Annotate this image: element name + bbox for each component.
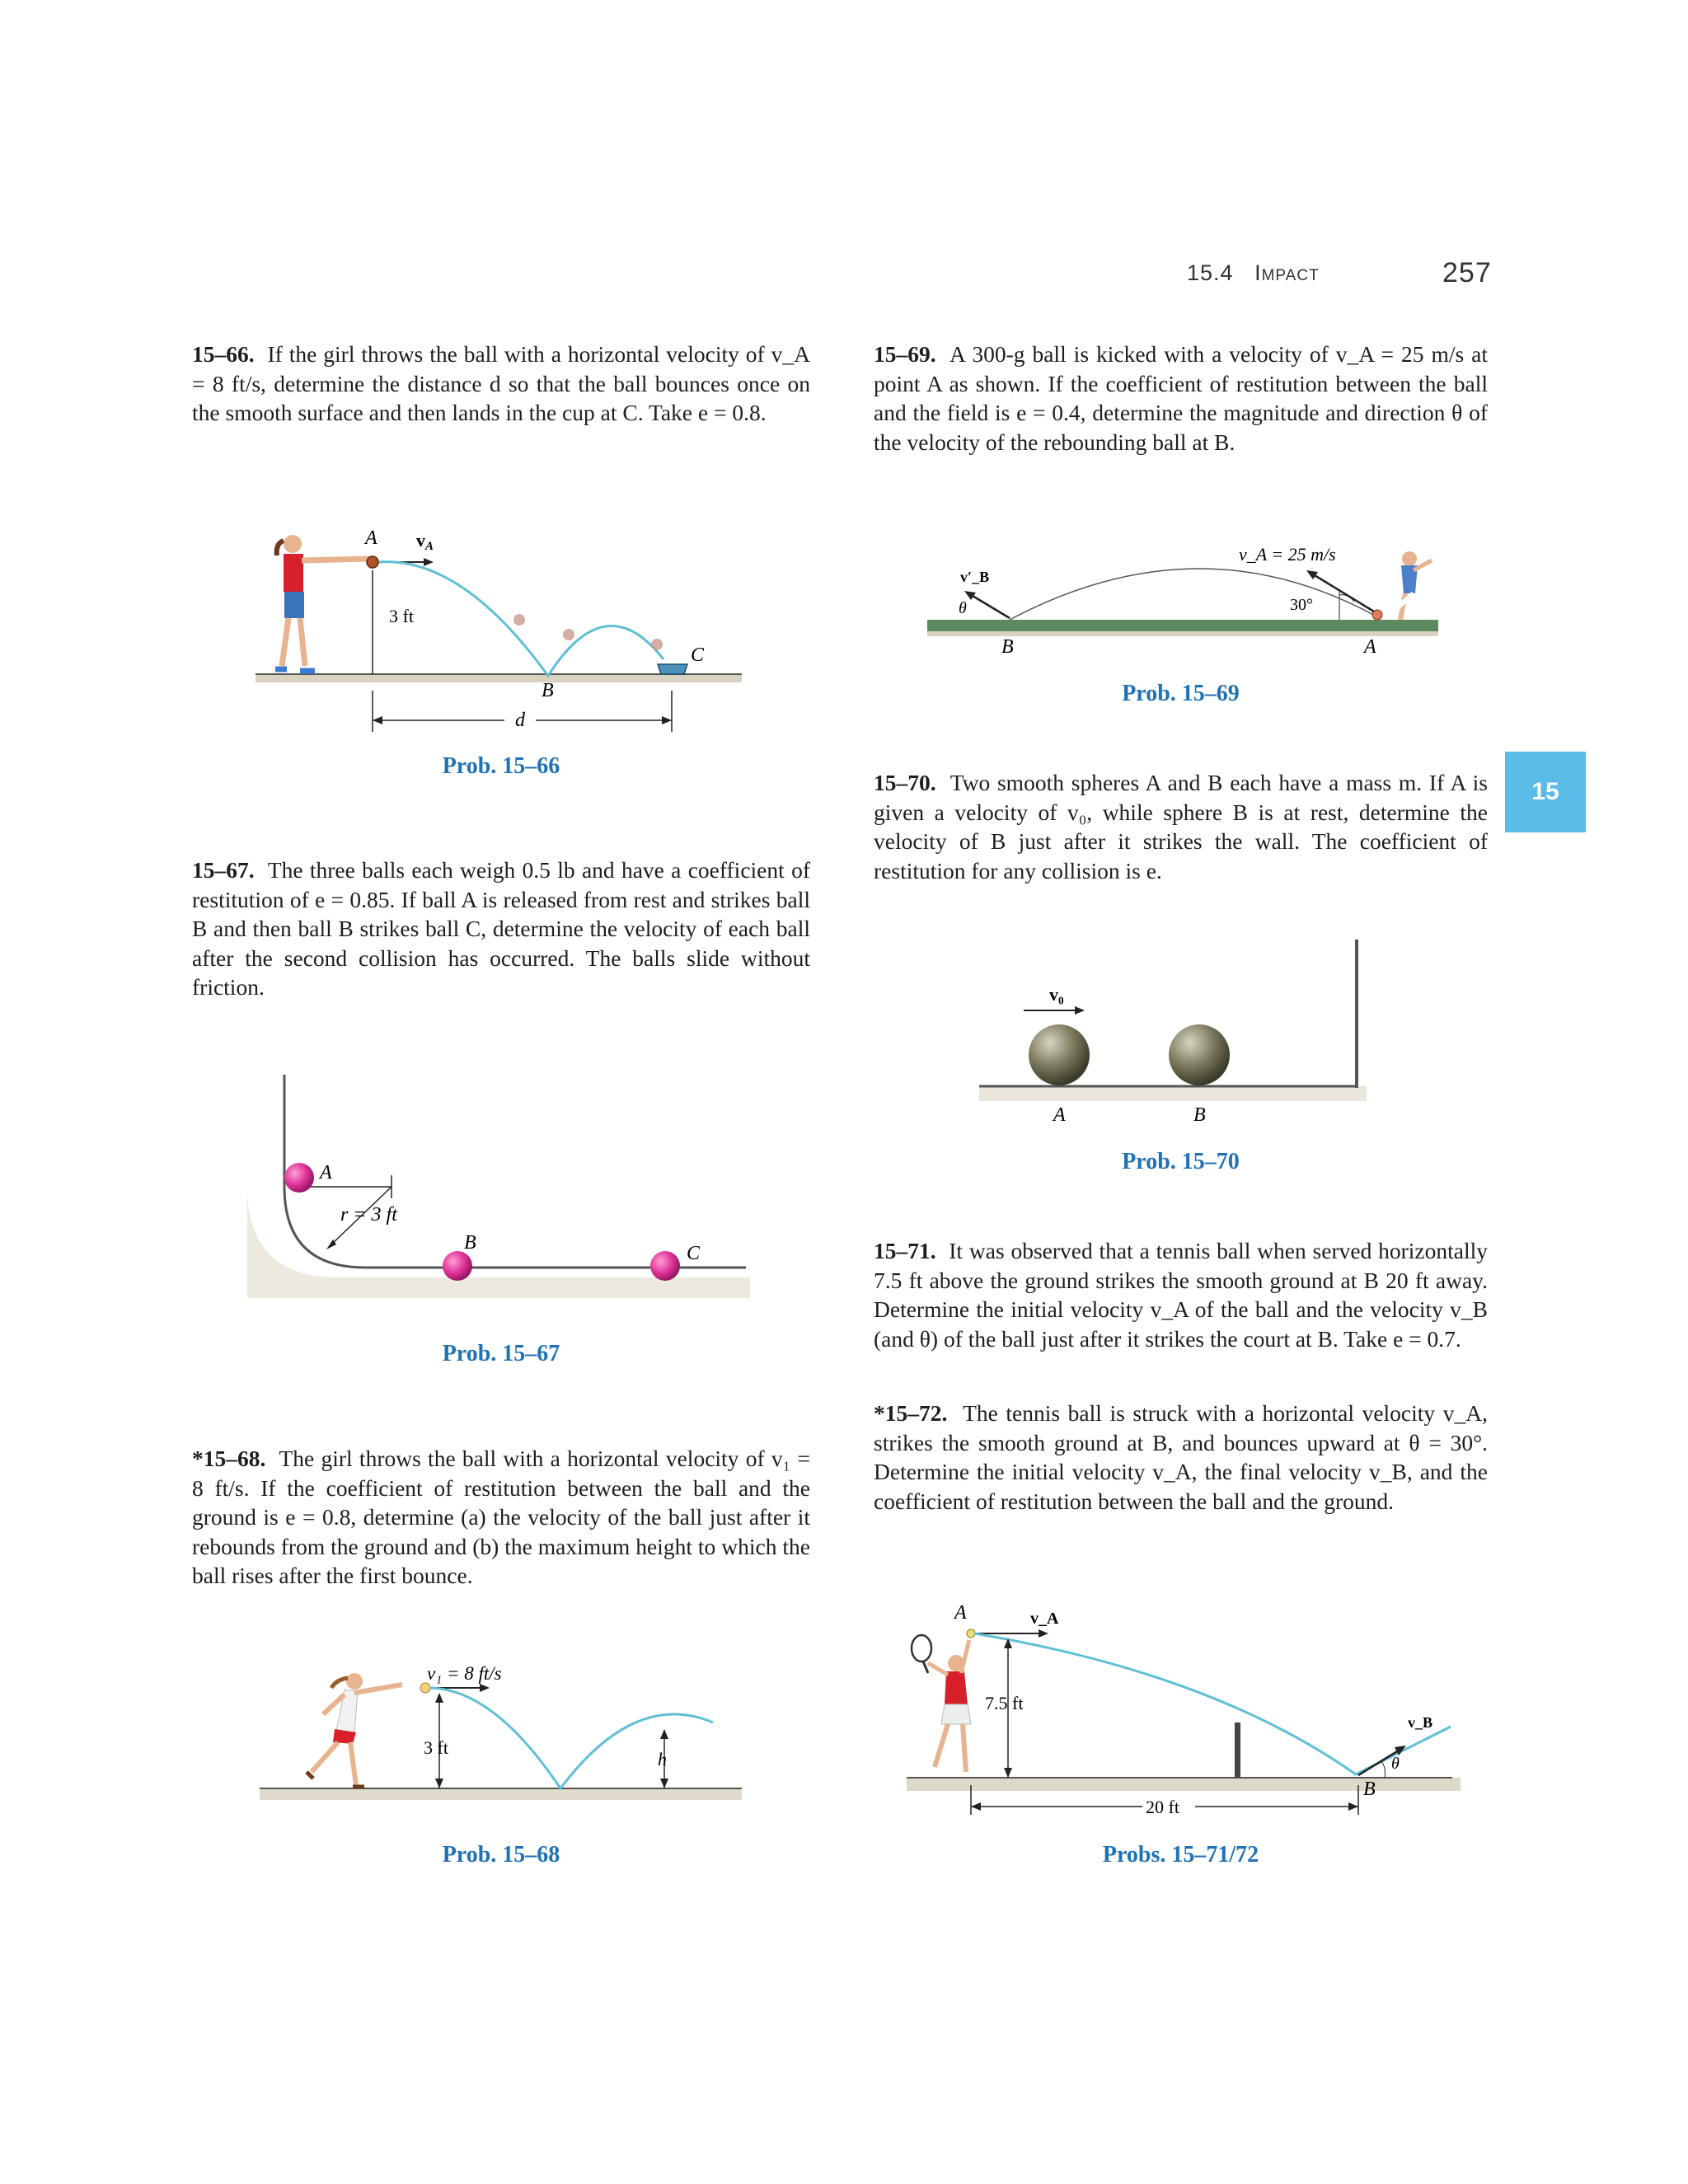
label-angle: 30° xyxy=(1290,596,1313,614)
chapter-tab[interactable]: 15 xyxy=(1505,752,1586,832)
label-height: 3 ft xyxy=(424,1737,448,1758)
problem-text: A 300-g ball is kicked with a velocity of v_A = 25 m/s at point A as shown. If the coefficient of restitution between the ball and the field is e = 0.4, determine the magnitude and direction θ of the velocity of the rebounding ball at B. xyxy=(874,341,1488,455)
problem-number: 15–70. xyxy=(874,770,936,795)
label-r: r = 3 ft xyxy=(340,1204,397,1226)
label-c: C xyxy=(687,1243,701,1264)
problem-text: The tennis ball is struck with a horizontal velocity v_A, strikes the smooth ground at B, and bounces upward at θ = 30°. Determine the initial velocity v_A, the final velocity v_B, and the coefficient of restitution between the ball and the ground. xyxy=(874,1400,1488,1514)
problem-text: If the girl throws the ball with a horizontal velocity of v_A = 8 ft/s, determine the distance d so that the ball bounces once on the smooth surface and then lands in the cup at C. Take e = 0.8. xyxy=(192,341,811,425)
label-b: B xyxy=(1363,1779,1376,1800)
net-post xyxy=(1235,1722,1240,1778)
field xyxy=(927,620,1438,631)
sphere-b xyxy=(1169,1024,1230,1085)
problem-text: The three balls each weigh 0.5 lb and have a coefficient of restitution of e = 0.85. If ball A is released from rest and strikes ball B and then ball B strikes ball C, determine the velocity of each ball after the second collision has occurred. The balls slide without friction. xyxy=(192,857,810,1000)
label-height: 7.5 ft xyxy=(985,1693,1024,1713)
problem-15-68 xyxy=(192,1444,810,1591)
label-b: B xyxy=(1193,1104,1206,1126)
figure-15-68 xyxy=(247,1657,758,1813)
problem-text: The girl throws the ball with a horizontal velocity of v₁ = 8 ft/s. If the coefficient of restitution between the ball and the ground is e = 0.8, determine (a) the velocity of the ball just after it rebounds from the ground and (b) the maximum height to which the ball rises after the first bounce. xyxy=(192,1446,810,1588)
caption-15-66: Prob. 15–66 xyxy=(442,753,560,779)
label-a: A xyxy=(1053,1104,1066,1126)
running-header-section xyxy=(1187,260,1320,286)
label-theta: θ xyxy=(1391,1755,1400,1773)
kicker-figure xyxy=(1393,551,1432,620)
problem-15-71 xyxy=(874,1236,1488,1353)
label-theta: θ xyxy=(959,599,967,617)
label-a: A xyxy=(365,527,377,549)
ground xyxy=(256,674,742,682)
trajectory xyxy=(974,1633,1451,1774)
problem-15-66 xyxy=(192,340,810,428)
problem-15-67 xyxy=(192,855,810,1002)
label-b: B xyxy=(464,1232,476,1254)
label-va: vA xyxy=(416,530,434,553)
cup-c xyxy=(658,664,687,674)
figure-15-69 xyxy=(919,527,1455,668)
section-number: 15.4 xyxy=(1187,260,1234,285)
label-a: A xyxy=(1364,636,1376,658)
figure-15-67 xyxy=(247,1071,758,1302)
problem-15-69 xyxy=(874,340,1488,457)
problem-15-72 xyxy=(874,1399,1488,1516)
caption-15-69: Prob. 15–69 xyxy=(1122,681,1240,706)
problem-number: *15–72. xyxy=(874,1400,948,1426)
problem-number: 15–67. xyxy=(192,857,255,883)
label-d: d xyxy=(515,710,525,731)
problem-number: *15–68. xyxy=(192,1446,266,1471)
figure-15-70 xyxy=(973,931,1385,1137)
problem-text: Two smooth spheres A and B each have a mass m. If A is given a velocity of v₀, while sphere B is at rest, determine the velocity of B just after it strikes the wall. The coefficient of restitution for any collision is e. xyxy=(874,770,1488,883)
label-h: h xyxy=(658,1749,667,1769)
page-number: 257 xyxy=(1442,257,1492,288)
label-vb: v_B xyxy=(1408,1714,1433,1731)
label-va: v_A = 25 m/s xyxy=(1239,544,1336,565)
label-v1: v₁ = 8 ft/s xyxy=(427,1663,502,1684)
tennis-player-figure xyxy=(912,1635,971,1772)
label-b: B xyxy=(542,680,554,701)
girl-figure xyxy=(307,1673,402,1787)
trajectory xyxy=(430,1688,713,1788)
figure-15-71-72 xyxy=(898,1599,1475,1821)
caption-15-71-72: Probs. 15–71/72 xyxy=(1102,1842,1259,1868)
ball-b xyxy=(443,1251,472,1281)
section-title: Impact xyxy=(1254,260,1320,285)
problem-number: 15–66. xyxy=(192,341,255,367)
problem-text: It was observed that a tennis ball when served horizontally 7.5 ft above the ground strikes the smooth ground at B 20 ft away. Determine the initial velocity v_A of the ball and the velocity v_B (and θ) of the ball just after it strikes the court at B. Take e = 0.7. xyxy=(874,1238,1489,1352)
ball-c xyxy=(650,1251,680,1281)
label-a: A xyxy=(320,1162,332,1183)
trajectory xyxy=(1010,569,1376,620)
problem-number: 15–69. xyxy=(874,341,936,367)
problem-15-70 xyxy=(874,768,1488,885)
label-va: v_A xyxy=(1030,1610,1059,1628)
ball-a xyxy=(284,1163,314,1193)
caption-15-68: Prob. 15–68 xyxy=(442,1842,560,1868)
girl-figure xyxy=(275,535,369,671)
figure-15-66 xyxy=(247,519,758,742)
curved-track xyxy=(284,1075,746,1268)
ball-a xyxy=(967,1629,975,1638)
ball-a xyxy=(367,556,378,568)
sphere-a xyxy=(1029,1024,1090,1085)
label-distance: 20 ft xyxy=(1146,1797,1179,1817)
label-b: B xyxy=(1001,636,1014,658)
label-v0: v₀ xyxy=(1049,984,1064,1005)
label-height: 3 ft xyxy=(389,606,414,626)
caption-15-70: Prob. 15–70 xyxy=(1122,1149,1240,1174)
caption-15-67: Prob. 15–67 xyxy=(442,1341,560,1366)
problem-number: 15–71. xyxy=(874,1238,936,1263)
label-c: C xyxy=(691,644,705,666)
label-vb: v′_B xyxy=(960,569,990,585)
label-a: A xyxy=(954,1602,967,1624)
